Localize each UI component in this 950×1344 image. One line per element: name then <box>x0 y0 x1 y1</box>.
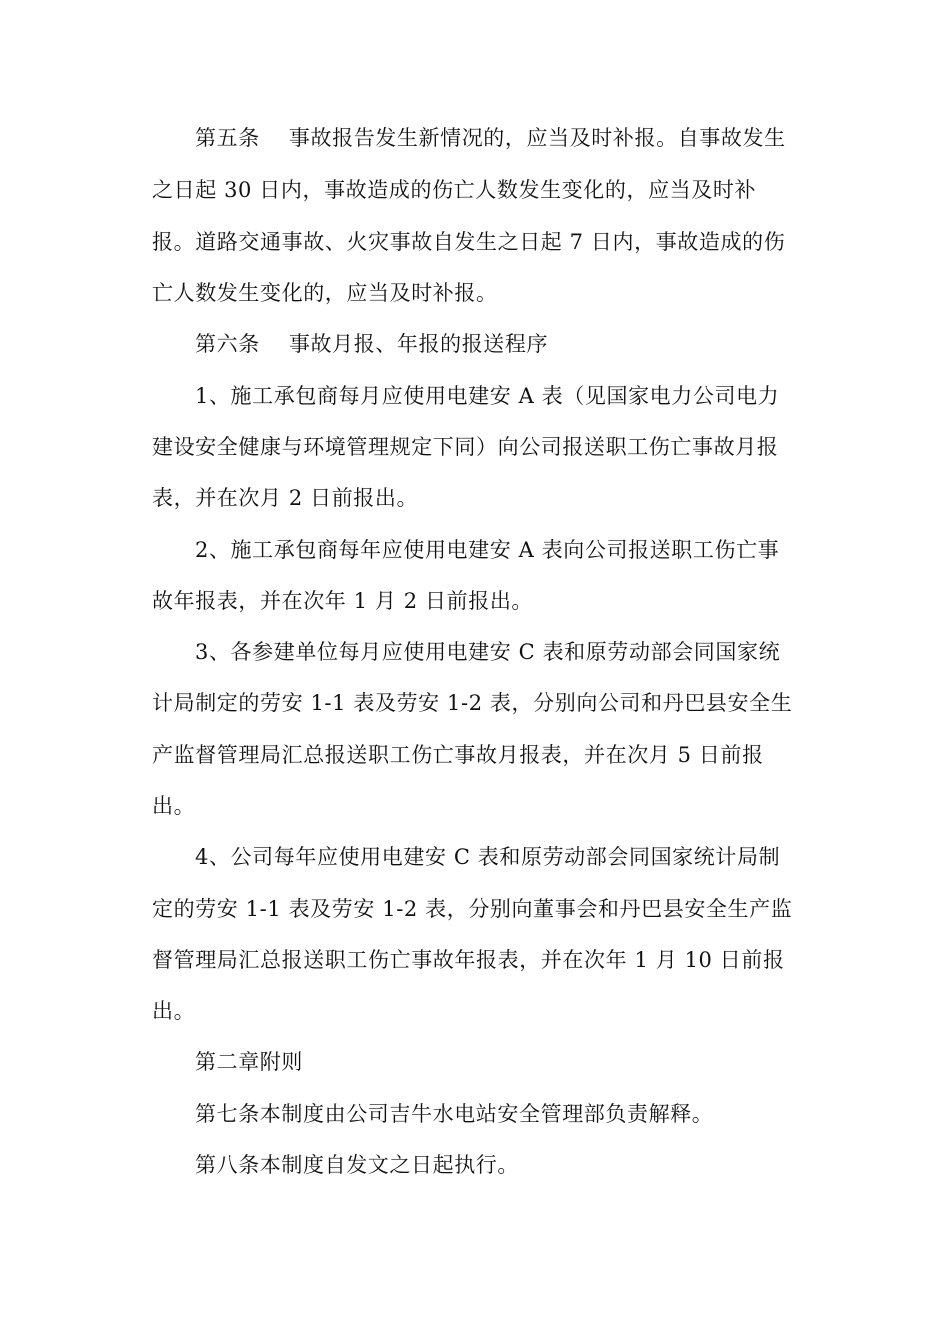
article-5-line-1: 第五条 事故报告发生新情况的，应当及时补报。自事故发生 <box>195 126 786 150</box>
item-4-line-3: 督管理局汇总报送职工伤亡事故年报表，并在次年 1 月 10 日前报 <box>152 948 785 972</box>
item-4-line-2: 定的劳安 1-1 表及劳安 1-2 表，分别向董事会和丹巴县安全生产监 <box>152 897 793 921</box>
article-7: 第七条本制度由公司吉牛水电站安全管理部负责解释。 <box>195 1102 714 1126</box>
item-3-line-3: 产监督管理局汇总报送职工伤亡事故月报表，并在次月 5 日前报 <box>152 743 764 767</box>
article-6-heading: 第六条 事故月报、年报的报送程序 <box>195 332 549 356</box>
item-2-line-1: 2、施工承包商每年应使用电建安 A 表向公司报送职工伤亡事 <box>195 538 780 562</box>
item-2-line-2: 故年报表，并在次年 1 月 2 日前报出。 <box>152 589 534 613</box>
article-5-line-4: 亡人数发生变化的，应当及时补报。 <box>152 281 498 305</box>
item-1-line-1: 1、施工承包商每月应使用电建安 A 表（见国家电力公司电力 <box>195 384 780 408</box>
item-3-line-2: 计局制定的劳安 1-1 表及劳安 1-2 表，分别向公司和丹巴县安全生 <box>152 691 793 715</box>
item-4-line-4: 出。 <box>152 999 196 1023</box>
item-1-line-3: 表，并在次月 2 日前报出。 <box>152 486 419 510</box>
article-5-line-3: 报。道路交通事故、火灾事故自发生之日起 7 日内，事故造成的伤 <box>152 230 786 254</box>
article-5-line-2: 之日起 30 日内，事故造成的伤亡人数发生变化的，应当及时补 <box>152 178 757 202</box>
item-4-line-1: 4、公司每年应使用电建安 C 表和原劳动部会同国家统计局制 <box>195 845 781 869</box>
item-1-line-2: 建设安全健康与环境管理规定下同）向公司报送职工伤亡事故月报 <box>152 435 779 459</box>
item-3-line-4: 出。 <box>152 794 196 818</box>
chapter-2-heading: 第二章附则 <box>195 1050 303 1074</box>
article-8: 第八条本制度自发文之日起执行。 <box>195 1153 519 1177</box>
item-3-line-1: 3、各参建单位每月应使用电建安 C 表和原劳动部会同国家统 <box>195 640 781 664</box>
